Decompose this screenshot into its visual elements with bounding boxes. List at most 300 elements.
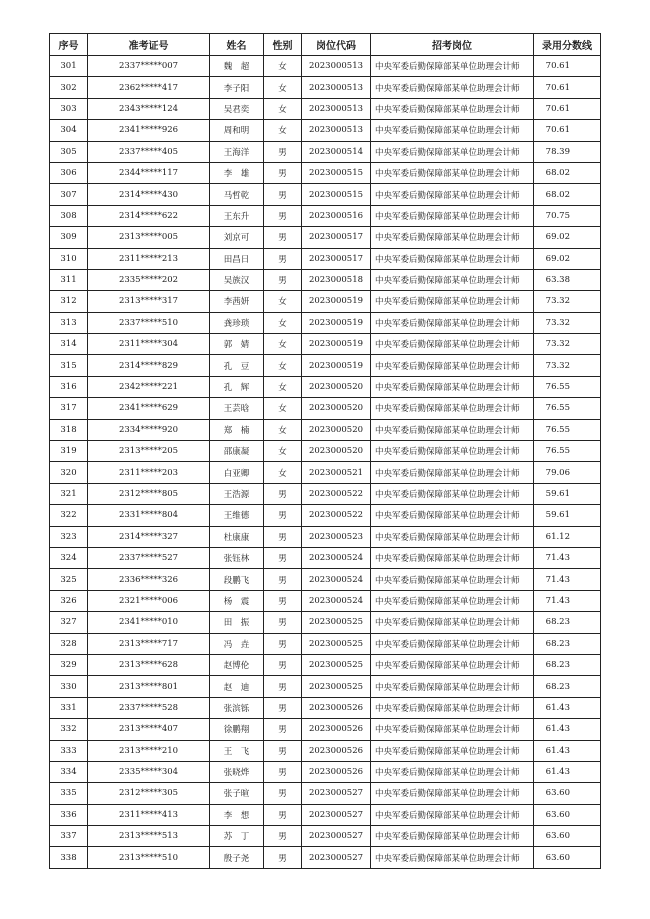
cell-cutoff-score: 76.55 (534, 376, 601, 397)
table-row (50, 441, 601, 462)
cell-ticket-number: 2311*****203 (88, 462, 210, 483)
cell-gender: 男 (264, 826, 302, 847)
cell-gender: 女 (264, 98, 302, 119)
cell-ticket-number: 2314*****622 (88, 205, 210, 226)
header-post-code: 岗位代码 (302, 34, 371, 56)
cell-ticket-number: 2313*****510 (88, 847, 210, 868)
cell-serial: 321 (50, 483, 88, 504)
header-row (50, 34, 601, 56)
cell-serial: 316 (50, 376, 88, 397)
cell-name: 李茜妍 (210, 291, 264, 312)
cell-gender: 男 (264, 526, 302, 547)
cell-gender: 女 (264, 291, 302, 312)
cell-cutoff-score: 71.43 (534, 590, 601, 611)
cell-gender: 男 (264, 783, 302, 804)
cell-post: 中央军委后勤保障部某单位助理会计师 (371, 77, 534, 98)
cell-post-code: 2023000520 (302, 398, 371, 419)
cell-ticket-number: 2313*****801 (88, 676, 210, 697)
cell-post: 中央军委后勤保障部某单位助理会计师 (371, 590, 534, 611)
cell-name: 周和明 (210, 120, 264, 141)
table-row (50, 56, 601, 77)
cell-post: 中央军委后勤保障部某单位助理会计师 (371, 291, 534, 312)
cell-post: 中央军委后勤保障部某单位助理会计师 (371, 697, 534, 718)
cell-cutoff-score: 61.43 (534, 761, 601, 782)
cell-post: 中央军委后勤保障部某单位助理会计师 (371, 227, 534, 248)
cell-ticket-number: 2336*****326 (88, 569, 210, 590)
cell-gender: 男 (264, 184, 302, 205)
cell-serial: 323 (50, 526, 88, 547)
cell-post-code: 2023000527 (302, 847, 371, 868)
cell-name: 吴君奕 (210, 98, 264, 119)
cell-name: 邵康凝 (210, 441, 264, 462)
cell-name: 王东升 (210, 205, 264, 226)
cell-gender: 女 (264, 334, 302, 355)
cell-post: 中央军委后勤保障部某单位助理会计师 (371, 526, 534, 547)
cell-post: 中央军委后勤保障部某单位助理会计师 (371, 804, 534, 825)
cell-post-code: 2023000527 (302, 804, 371, 825)
cell-ticket-number: 2337*****405 (88, 141, 210, 162)
table-row (50, 269, 601, 290)
cell-serial: 313 (50, 312, 88, 333)
cell-post: 中央军委后勤保障部某单位助理会计师 (371, 248, 534, 269)
cell-post: 中央军委后勤保障部某单位助理会计师 (371, 120, 534, 141)
table-row (50, 419, 601, 440)
cell-name: 郭 婧 (210, 334, 264, 355)
cell-name: 张晓烨 (210, 761, 264, 782)
cell-post: 中央军委后勤保障部某单位助理会计师 (371, 355, 534, 376)
cell-cutoff-score: 76.55 (534, 398, 601, 419)
cell-ticket-number: 2313*****005 (88, 227, 210, 248)
table-row (50, 676, 601, 697)
cell-name: 白亚卿 (210, 462, 264, 483)
cell-ticket-number: 2313*****205 (88, 441, 210, 462)
table-row (50, 98, 601, 119)
cell-serial: 309 (50, 227, 88, 248)
cell-name: 田 振 (210, 612, 264, 633)
cell-gender: 男 (264, 483, 302, 504)
cell-name: 杜康康 (210, 526, 264, 547)
cell-post-code: 2023000521 (302, 462, 371, 483)
cell-serial: 320 (50, 462, 88, 483)
cell-ticket-number: 2314*****327 (88, 526, 210, 547)
cell-post-code: 2023000516 (302, 205, 371, 226)
cell-serial: 326 (50, 590, 88, 611)
table-row (50, 697, 601, 718)
cell-gender: 男 (264, 269, 302, 290)
cell-post: 中央军委后勤保障部某单位助理会计师 (371, 826, 534, 847)
cell-post: 中央军委后勤保障部某单位助理会计师 (371, 740, 534, 761)
cell-serial: 301 (50, 56, 88, 77)
table-row (50, 740, 601, 761)
cell-serial: 303 (50, 98, 88, 119)
cell-serial: 329 (50, 654, 88, 675)
cell-post: 中央军委后勤保障部某单位助理会计师 (371, 398, 534, 419)
cell-name: 杨 震 (210, 590, 264, 611)
cell-ticket-number: 2314*****430 (88, 184, 210, 205)
cell-cutoff-score: 73.32 (534, 355, 601, 376)
table-row (50, 654, 601, 675)
cell-gender: 女 (264, 77, 302, 98)
table-row (50, 483, 601, 504)
table-row (50, 633, 601, 654)
cell-gender: 男 (264, 227, 302, 248)
table-row (50, 590, 601, 611)
cell-name: 张钰林 (210, 547, 264, 568)
cell-cutoff-score: 69.02 (534, 248, 601, 269)
cell-cutoff-score: 59.61 (534, 483, 601, 504)
cell-name: 吴族汉 (210, 269, 264, 290)
cell-cutoff-score: 68.23 (534, 612, 601, 633)
table-row (50, 334, 601, 355)
cell-name: 李 雄 (210, 162, 264, 183)
cell-gender: 女 (264, 355, 302, 376)
cell-post-code: 2023000522 (302, 483, 371, 504)
cell-ticket-number: 2337*****528 (88, 697, 210, 718)
cell-post: 中央军委后勤保障部某单位助理会计师 (371, 612, 534, 633)
cell-post-code: 2023000520 (302, 419, 371, 440)
cell-ticket-number: 2311*****213 (88, 248, 210, 269)
cell-name: 王海洋 (210, 141, 264, 162)
cell-gender: 女 (264, 120, 302, 141)
table-row (50, 462, 601, 483)
cell-post: 中央军委后勤保障部某单位助理会计师 (371, 505, 534, 526)
cell-serial: 312 (50, 291, 88, 312)
table-row (50, 291, 601, 312)
cell-gender: 女 (264, 441, 302, 462)
header-post: 招考岗位 (371, 34, 534, 56)
cell-ticket-number: 2313*****317 (88, 291, 210, 312)
cell-cutoff-score: 70.61 (534, 98, 601, 119)
cell-cutoff-score: 71.43 (534, 547, 601, 568)
cell-cutoff-score: 68.23 (534, 676, 601, 697)
cell-gender: 男 (264, 719, 302, 740)
cell-post: 中央军委后勤保障部某单位助理会计师 (371, 334, 534, 355)
cell-ticket-number: 2337*****007 (88, 56, 210, 77)
cell-ticket-number: 2342*****221 (88, 376, 210, 397)
table-row (50, 398, 601, 419)
cell-name: 苏 丁 (210, 826, 264, 847)
cell-cutoff-score: 63.38 (534, 269, 601, 290)
cell-post: 中央军委后勤保障部某单位助理会计师 (371, 56, 534, 77)
cell-ticket-number: 2337*****510 (88, 312, 210, 333)
cell-cutoff-score: 79.06 (534, 462, 601, 483)
cell-post-code: 2023000527 (302, 826, 371, 847)
cell-post: 中央军委后勤保障部某单位助理会计师 (371, 547, 534, 568)
cell-cutoff-score: 70.61 (534, 77, 601, 98)
cell-post: 中央军委后勤保障部某单位助理会计师 (371, 205, 534, 226)
table-body (50, 56, 601, 869)
table-row (50, 569, 601, 590)
cell-post-code: 2023000526 (302, 761, 371, 782)
cell-post: 中央军委后勤保障部某单位助理会计师 (371, 441, 534, 462)
cell-cutoff-score: 78.39 (534, 141, 601, 162)
table-row (50, 205, 601, 226)
cell-serial: 324 (50, 547, 88, 568)
cell-name: 王维德 (210, 505, 264, 526)
table-row (50, 804, 601, 825)
cell-cutoff-score: 63.60 (534, 804, 601, 825)
cell-post: 中央军委后勤保障部某单位助理会计师 (371, 719, 534, 740)
cell-post: 中央军委后勤保障部某单位助理会计师 (371, 483, 534, 504)
cell-post-code: 2023000525 (302, 612, 371, 633)
cell-post-code: 2023000519 (302, 334, 371, 355)
cell-cutoff-score: 69.02 (534, 227, 601, 248)
cell-name: 李 想 (210, 804, 264, 825)
cell-ticket-number: 2313*****717 (88, 633, 210, 654)
cell-post-code: 2023000526 (302, 719, 371, 740)
table-row (50, 826, 601, 847)
table-row (50, 761, 601, 782)
cell-post-code: 2023000513 (302, 120, 371, 141)
cell-post: 中央军委后勤保障部某单位助理会计师 (371, 783, 534, 804)
cell-gender: 男 (264, 847, 302, 868)
cell-gender: 男 (264, 676, 302, 697)
cell-name: 段鹏飞 (210, 569, 264, 590)
cell-cutoff-score: 63.60 (534, 826, 601, 847)
cell-ticket-number: 2321*****006 (88, 590, 210, 611)
cell-serial: 337 (50, 826, 88, 847)
cell-ticket-number: 2311*****413 (88, 804, 210, 825)
cell-post-code: 2023000525 (302, 676, 371, 697)
cell-post-code: 2023000520 (302, 376, 371, 397)
cell-post-code: 2023000514 (302, 141, 371, 162)
cell-name: 冯 垚 (210, 633, 264, 654)
cell-post-code: 2023000522 (302, 505, 371, 526)
cell-ticket-number: 2314*****829 (88, 355, 210, 376)
cell-ticket-number: 2341*****010 (88, 612, 210, 633)
cell-name: 孔 豆 (210, 355, 264, 376)
cell-ticket-number: 2313*****513 (88, 826, 210, 847)
table-row (50, 227, 601, 248)
table-row (50, 141, 601, 162)
cell-serial: 328 (50, 633, 88, 654)
cell-cutoff-score: 68.23 (534, 633, 601, 654)
cell-cutoff-score: 68.02 (534, 162, 601, 183)
cell-cutoff-score: 68.02 (534, 184, 601, 205)
table-row (50, 612, 601, 633)
cell-ticket-number: 2313*****210 (88, 740, 210, 761)
cell-cutoff-score: 70.61 (534, 56, 601, 77)
cell-post: 中央军委后勤保障部某单位助理会计师 (371, 184, 534, 205)
table-row (50, 376, 601, 397)
cell-post: 中央军委后勤保障部某单位助理会计师 (371, 761, 534, 782)
cell-post-code: 2023000524 (302, 590, 371, 611)
cell-serial: 330 (50, 676, 88, 697)
table-row (50, 783, 601, 804)
cell-ticket-number: 2335*****202 (88, 269, 210, 290)
cell-serial: 333 (50, 740, 88, 761)
cell-name: 田昌日 (210, 248, 264, 269)
cell-serial: 338 (50, 847, 88, 868)
cell-cutoff-score: 70.75 (534, 205, 601, 226)
table-row (50, 719, 601, 740)
cell-gender: 女 (264, 398, 302, 419)
cell-gender: 男 (264, 547, 302, 568)
cell-gender: 男 (264, 505, 302, 526)
cell-serial: 335 (50, 783, 88, 804)
cell-post-code: 2023000515 (302, 162, 371, 183)
cell-ticket-number: 2334*****920 (88, 419, 210, 440)
cell-serial: 327 (50, 612, 88, 633)
cell-post-code: 2023000524 (302, 547, 371, 568)
table-row (50, 162, 601, 183)
cell-gender: 女 (264, 462, 302, 483)
cell-post: 中央军委后勤保障部某单位助理会计师 (371, 312, 534, 333)
cell-name: 赵博伦 (210, 654, 264, 675)
cell-post: 中央军委后勤保障部某单位助理会计师 (371, 847, 534, 868)
cell-post: 中央军委后勤保障部某单位助理会计师 (371, 141, 534, 162)
cell-name: 王 飞 (210, 740, 264, 761)
cell-post-code: 2023000513 (302, 56, 371, 77)
cell-gender: 男 (264, 633, 302, 654)
cell-name: 徐鹏翔 (210, 719, 264, 740)
cell-serial: 336 (50, 804, 88, 825)
cell-serial: 319 (50, 441, 88, 462)
cell-serial: 310 (50, 248, 88, 269)
cell-name: 王芸晗 (210, 398, 264, 419)
cell-post-code: 2023000517 (302, 227, 371, 248)
cell-cutoff-score: 73.32 (534, 312, 601, 333)
cell-serial: 315 (50, 355, 88, 376)
cell-serial: 314 (50, 334, 88, 355)
cell-name: 马哲乾 (210, 184, 264, 205)
cell-ticket-number: 2312*****305 (88, 783, 210, 804)
cell-cutoff-score: 76.55 (534, 419, 601, 440)
cell-name: 殷子尧 (210, 847, 264, 868)
table-row (50, 547, 601, 568)
cell-post: 中央军委后勤保障部某单位助理会计师 (371, 633, 534, 654)
table-row (50, 355, 601, 376)
cell-post: 中央军委后勤保障部某单位助理会计师 (371, 462, 534, 483)
cell-name: 张滨铄 (210, 697, 264, 718)
cell-post-code: 2023000527 (302, 783, 371, 804)
header-cutoff-score: 录用分数线 (534, 34, 601, 56)
cell-ticket-number: 2341*****926 (88, 120, 210, 141)
cell-post-code: 2023000513 (302, 98, 371, 119)
cell-gender: 男 (264, 590, 302, 611)
cell-post-code: 2023000524 (302, 569, 371, 590)
cell-ticket-number: 2341*****629 (88, 398, 210, 419)
cell-post-code: 2023000517 (302, 248, 371, 269)
cell-gender: 男 (264, 569, 302, 590)
cell-ticket-number: 2331*****804 (88, 505, 210, 526)
cell-post: 中央军委后勤保障部某单位助理会计师 (371, 419, 534, 440)
cell-serial: 308 (50, 205, 88, 226)
cell-name: 王浩源 (210, 483, 264, 504)
table-row (50, 847, 601, 868)
cell-cutoff-score: 63.60 (534, 783, 601, 804)
cell-post-code: 2023000526 (302, 697, 371, 718)
cell-cutoff-score: 73.32 (534, 291, 601, 312)
cell-name: 李子阳 (210, 77, 264, 98)
cell-serial: 302 (50, 77, 88, 98)
table-row (50, 248, 601, 269)
cell-post-code: 2023000519 (302, 312, 371, 333)
cell-ticket-number: 2311*****304 (88, 334, 210, 355)
cell-serial: 334 (50, 761, 88, 782)
cell-ticket-number: 2312*****805 (88, 483, 210, 504)
table-row (50, 505, 601, 526)
cell-cutoff-score: 61.12 (534, 526, 601, 547)
cell-gender: 男 (264, 612, 302, 633)
cell-gender: 男 (264, 162, 302, 183)
cell-serial: 318 (50, 419, 88, 440)
cell-serial: 306 (50, 162, 88, 183)
cell-post-code: 2023000513 (302, 77, 371, 98)
cell-gender: 男 (264, 141, 302, 162)
cell-post: 中央军委后勤保障部某单位助理会计师 (371, 162, 534, 183)
cell-cutoff-score: 61.43 (534, 740, 601, 761)
cell-ticket-number: 2343*****124 (88, 98, 210, 119)
cell-cutoff-score: 70.61 (534, 120, 601, 141)
cell-serial: 307 (50, 184, 88, 205)
cell-serial: 332 (50, 719, 88, 740)
cell-gender: 女 (264, 56, 302, 77)
cell-post: 中央军委后勤保障部某单位助理会计师 (371, 569, 534, 590)
cell-ticket-number: 2337*****527 (88, 547, 210, 568)
cell-cutoff-score: 61.43 (534, 697, 601, 718)
header-serial: 序号 (50, 34, 88, 56)
cell-name: 龚珍琐 (210, 312, 264, 333)
cell-name: 孔 辉 (210, 376, 264, 397)
cell-post-code: 2023000519 (302, 291, 371, 312)
cell-post-code: 2023000515 (302, 184, 371, 205)
header-ticket-number: 准考证号 (88, 34, 210, 56)
cell-name: 赵 迪 (210, 676, 264, 697)
cell-post-code: 2023000518 (302, 269, 371, 290)
cell-post-code: 2023000519 (302, 355, 371, 376)
cell-serial: 325 (50, 569, 88, 590)
cell-serial: 304 (50, 120, 88, 141)
cell-ticket-number: 2362*****417 (88, 77, 210, 98)
cell-name: 刘京可 (210, 227, 264, 248)
cell-post-code: 2023000525 (302, 654, 371, 675)
cell-serial: 305 (50, 141, 88, 162)
table-row (50, 184, 601, 205)
cell-gender: 女 (264, 312, 302, 333)
table-row (50, 77, 601, 98)
cell-cutoff-score: 61.43 (534, 719, 601, 740)
cell-serial: 311 (50, 269, 88, 290)
cell-name: 郑 楠 (210, 419, 264, 440)
cell-cutoff-score: 59.61 (534, 505, 601, 526)
cell-serial: 331 (50, 697, 88, 718)
table-row (50, 526, 601, 547)
cell-post: 中央军委后勤保障部某单位助理会计师 (371, 654, 534, 675)
cell-gender: 男 (264, 205, 302, 226)
header-name: 姓名 (210, 34, 264, 56)
cell-gender: 男 (264, 740, 302, 761)
cell-post: 中央军委后勤保障部某单位助理会计师 (371, 269, 534, 290)
cell-gender: 男 (264, 697, 302, 718)
cell-post-code: 2023000526 (302, 740, 371, 761)
cell-cutoff-score: 71.43 (534, 569, 601, 590)
cell-post-code: 2023000520 (302, 441, 371, 462)
cell-cutoff-score: 68.23 (534, 654, 601, 675)
cell-ticket-number: 2313*****407 (88, 719, 210, 740)
cell-cutoff-score: 76.55 (534, 441, 601, 462)
cell-gender: 男 (264, 248, 302, 269)
cell-post-code: 2023000523 (302, 526, 371, 547)
results-table (49, 33, 601, 869)
cell-cutoff-score: 73.32 (534, 334, 601, 355)
cell-post: 中央军委后勤保障部某单位助理会计师 (371, 376, 534, 397)
cell-serial: 322 (50, 505, 88, 526)
header-gender: 性别 (264, 34, 302, 56)
table-row (50, 120, 601, 141)
table-row (50, 312, 601, 333)
cell-ticket-number: 2313*****628 (88, 654, 210, 675)
